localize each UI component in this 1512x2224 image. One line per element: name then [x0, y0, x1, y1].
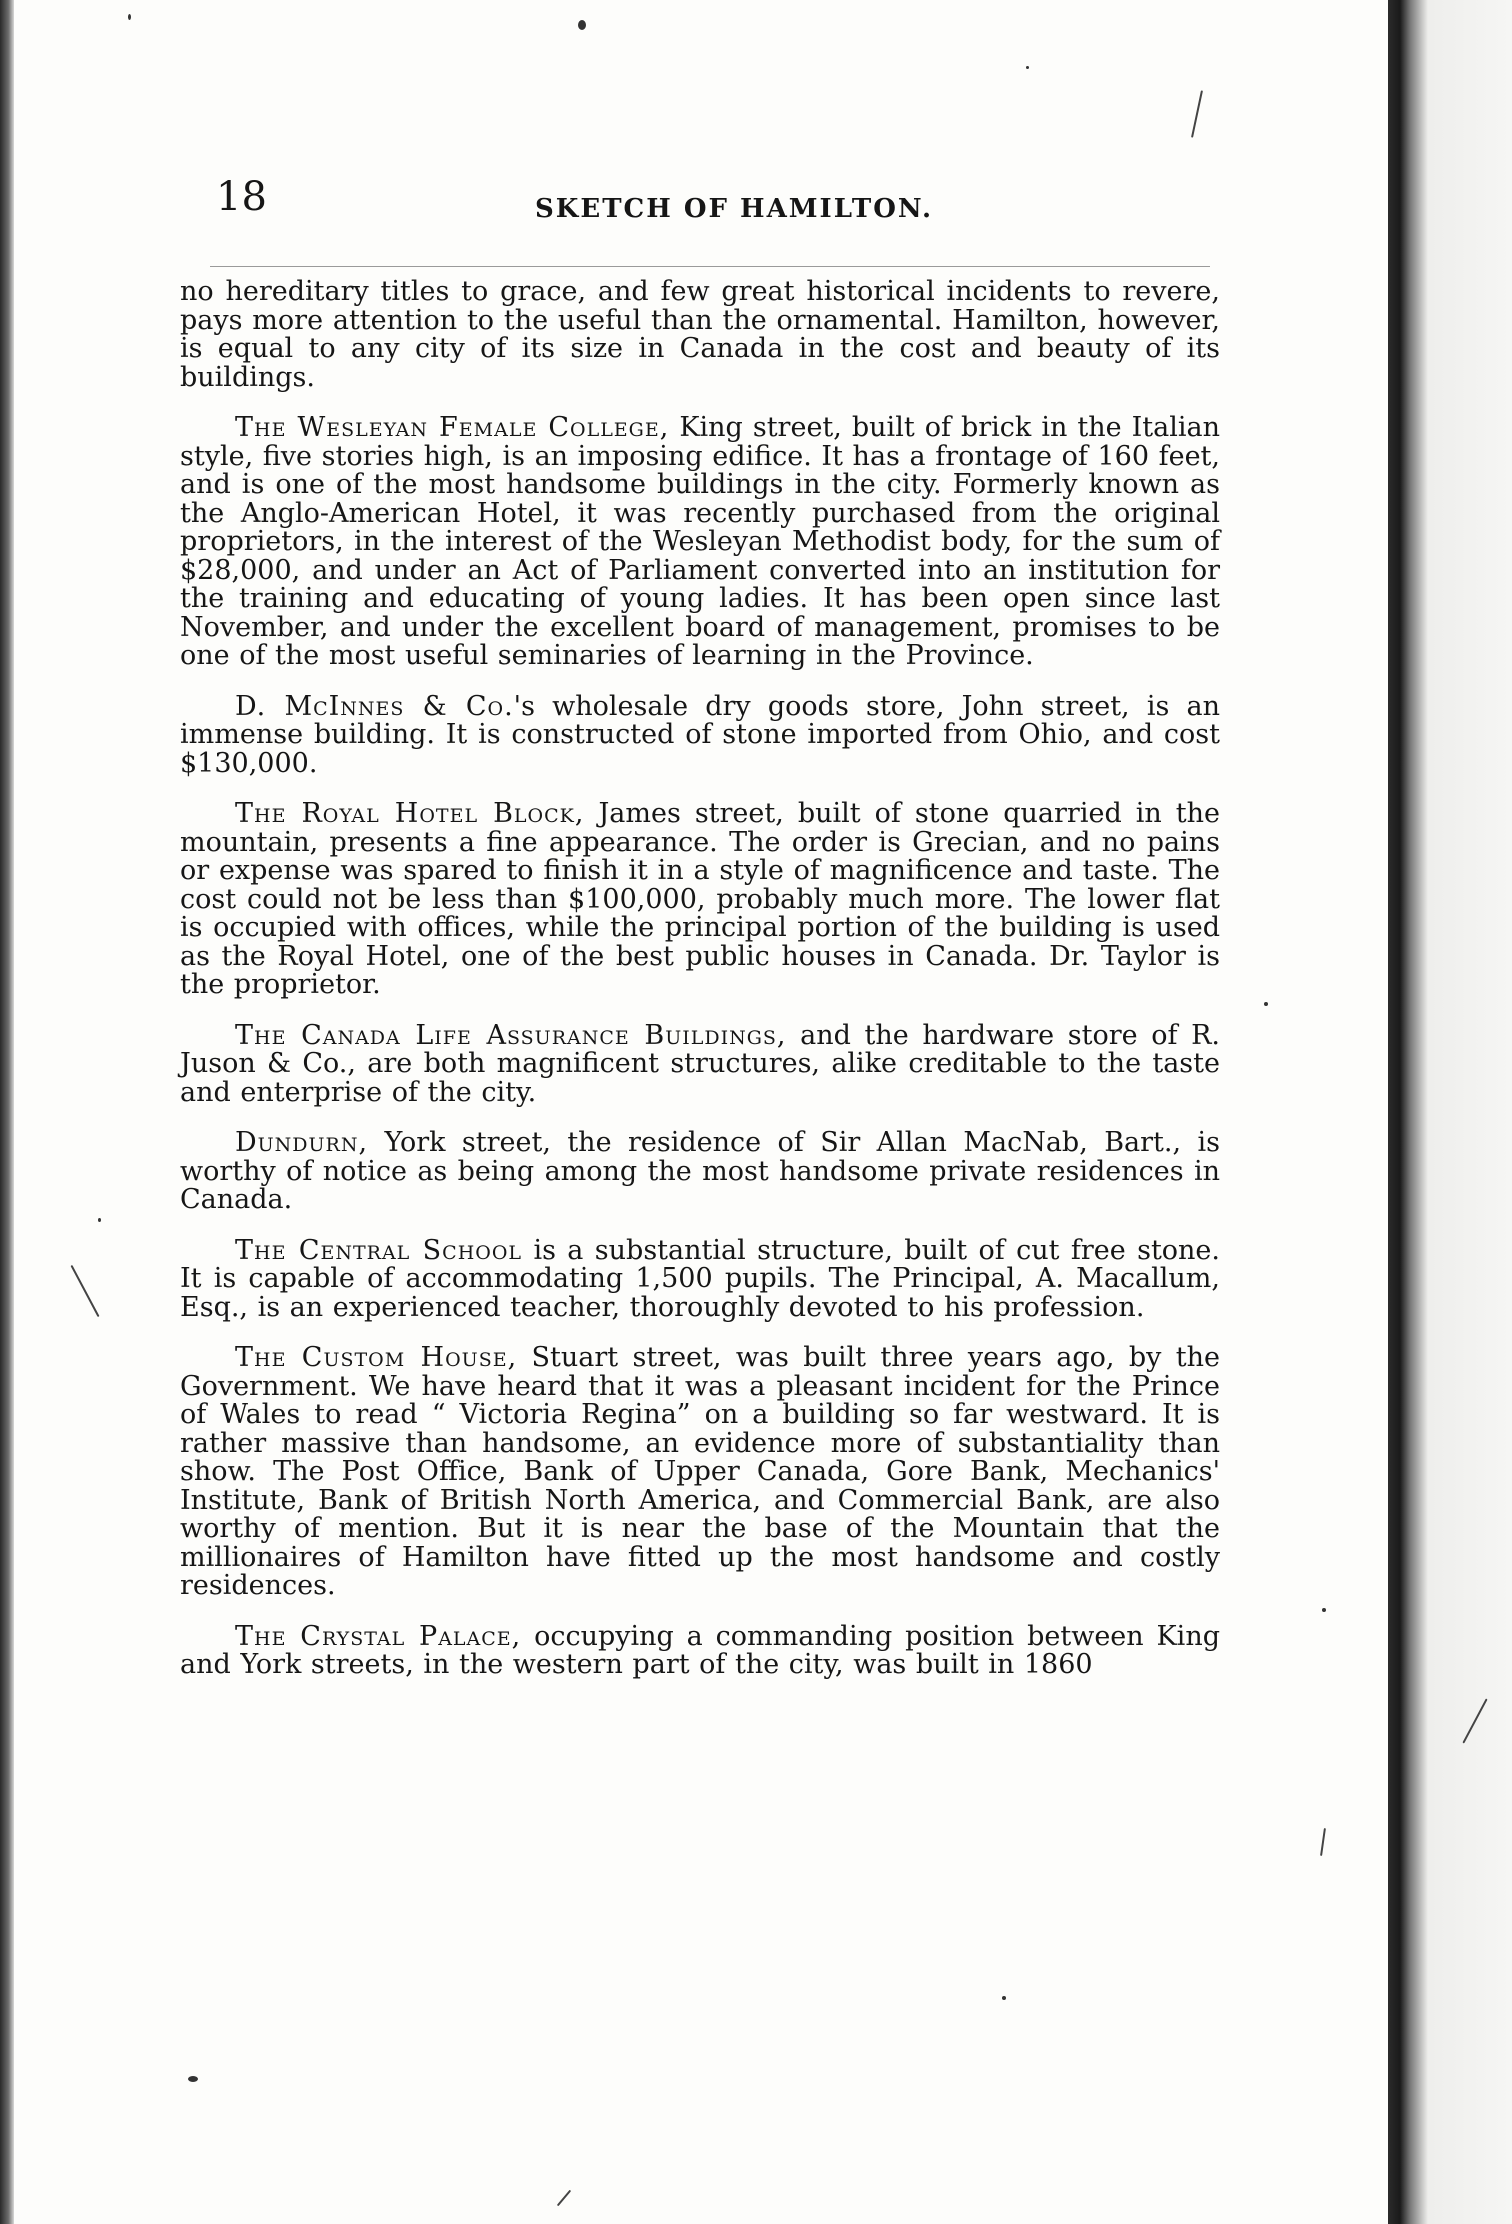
- scan-speck: [578, 20, 586, 30]
- paragraph-heading: The Royal Hotel Block,: [235, 798, 585, 829]
- scan-speck: [1026, 66, 1029, 69]
- running-head: [170, 170, 1230, 240]
- paragraph-intro: [180, 278, 1220, 392]
- scan-speck: [98, 1218, 101, 1222]
- paragraph-heading: The Wesleyan Female College,: [235, 412, 670, 443]
- paragraph-text: no hereditary titles to grace, and few great historical incidents to revere, pays more attention to the useful than the ornamental. Hamilton, however, is equal to any city of its size in Canada in the cost and beauty of its buildings.: [180, 276, 1220, 393]
- paragraph-text: is a substantial structure, built of cut free stone. It is capable of accommodating 1,500 pupils. The Principal, A. Macallum, Esq., is an experienced teacher, thoroughly devoted to his profession.: [180, 1234, 1220, 1323]
- scan-speck: [1322, 1608, 1326, 1612]
- page-number: 18: [216, 174, 267, 220]
- scan-speck: [1264, 1002, 1268, 1006]
- paragraph-text: Stuart street, was built three years ago, by the Government. We have heard that it was a pleasant incident for the Prince of Wales to read “ Victoria Regina” on a building so far westward. It is rather massive than handsome, an evidence more of substantiality than show. The Post Office, Bank of Upper Canada, Gore Bank, Mechanics' Institute, Bank of British North America, and Commercial Bank, are also worthy of mention. But it is near the base of the Mountain that the millionaires of Hamilton have fitted up the most handsome and costly residences.: [180, 1342, 1220, 1601]
- scan-speck: [128, 14, 131, 20]
- paragraph-heading: The Crystal Palace,: [235, 1620, 522, 1652]
- book-gutter-shadow: [0, 0, 14, 2224]
- paragraph-text: King street, built of brick in the Italian style, five stories high, is an imposing edifice. It has a frontage of 160 feet, and is one of the most handsome buildings in the city. Formerly known as the Anglo-American Hotel, it was recently purchased from the original proprietors, in the interest of the Wesleyan Methodist body, for the sum of $28,000, and under an Act of Parliament converted into an institution for the training and educating of young ladies. It has been open since last November, and under the excellent board of management, promises to be one of the most useful seminaries of learning in the Province.: [180, 412, 1220, 671]
- header-rule: [210, 266, 1210, 267]
- scan-scratch: [71, 1265, 100, 1317]
- paragraph-heading: The Custom House,: [235, 1342, 518, 1373]
- paragraph-heading: The Canada Life Assurance Buildings,: [235, 1019, 787, 1051]
- paragraph-central-school: [180, 1234, 1220, 1323]
- paragraph-dundurn: [180, 1129, 1220, 1215]
- paragraph-crystal-palace: [180, 1620, 1220, 1680]
- running-title: SKETCH OF HAMILTON.: [535, 194, 934, 224]
- paragraph-heading: D. McInnes & Co.: [235, 690, 514, 722]
- scan-speck: [188, 2076, 198, 2082]
- paragraph-heading: Dundurn,: [235, 1127, 369, 1158]
- paragraph-text: York street, the residence of Sir Allan MacNab, Bart., is worthy of notice as being among the most handsome private residences in Canada.: [180, 1127, 1220, 1215]
- scan-scratch: [557, 2190, 571, 2207]
- scan-speck: [1002, 1996, 1006, 2000]
- paragraph-canada-life-buildings: [180, 1019, 1220, 1108]
- paragraph-mcinnes-store: [180, 690, 1220, 779]
- paragraph-text: occupying a commanding position between King and York streets, in the western part of the city, was built in 1860: [180, 1620, 1220, 1680]
- scan-scratch: [1191, 90, 1203, 137]
- paragraph-wesleyan-female-college: [180, 414, 1220, 671]
- paragraph-royal-hotel-block: [180, 800, 1220, 1000]
- book-page: [170, 170, 1230, 1680]
- facing-page-edge: [1388, 0, 1512, 2224]
- paragraph-text: 's wholesale dry goods store, John street, is an immense building. It is constructed of stone imported from Ohio, and cost $130,000.: [180, 690, 1220, 779]
- scan-scratch: [1320, 1828, 1326, 1856]
- paragraph-text: and the hardware store of R. Juson & Co., are both magnificent structures, alike creditable to the taste and enterprise of the city.: [180, 1019, 1220, 1108]
- paragraph-custom-house: [180, 1344, 1220, 1601]
- page-body: [180, 278, 1220, 1702]
- paragraph-text: James street, built of stone quarried in the mountain, presents a fine appearance. The order is Grecian, and no pains or expense was spared to finish it in a style of magnificence and taste. The cost could not be less than $100,000, probably much more. The lower flat is occupied with offices, while the principal portion of the building is used as the Royal Hotel, one of the best public houses in Canada. Dr. Taylor is the proprietor.: [180, 798, 1220, 1000]
- paragraph-heading: The Central School: [235, 1234, 523, 1266]
